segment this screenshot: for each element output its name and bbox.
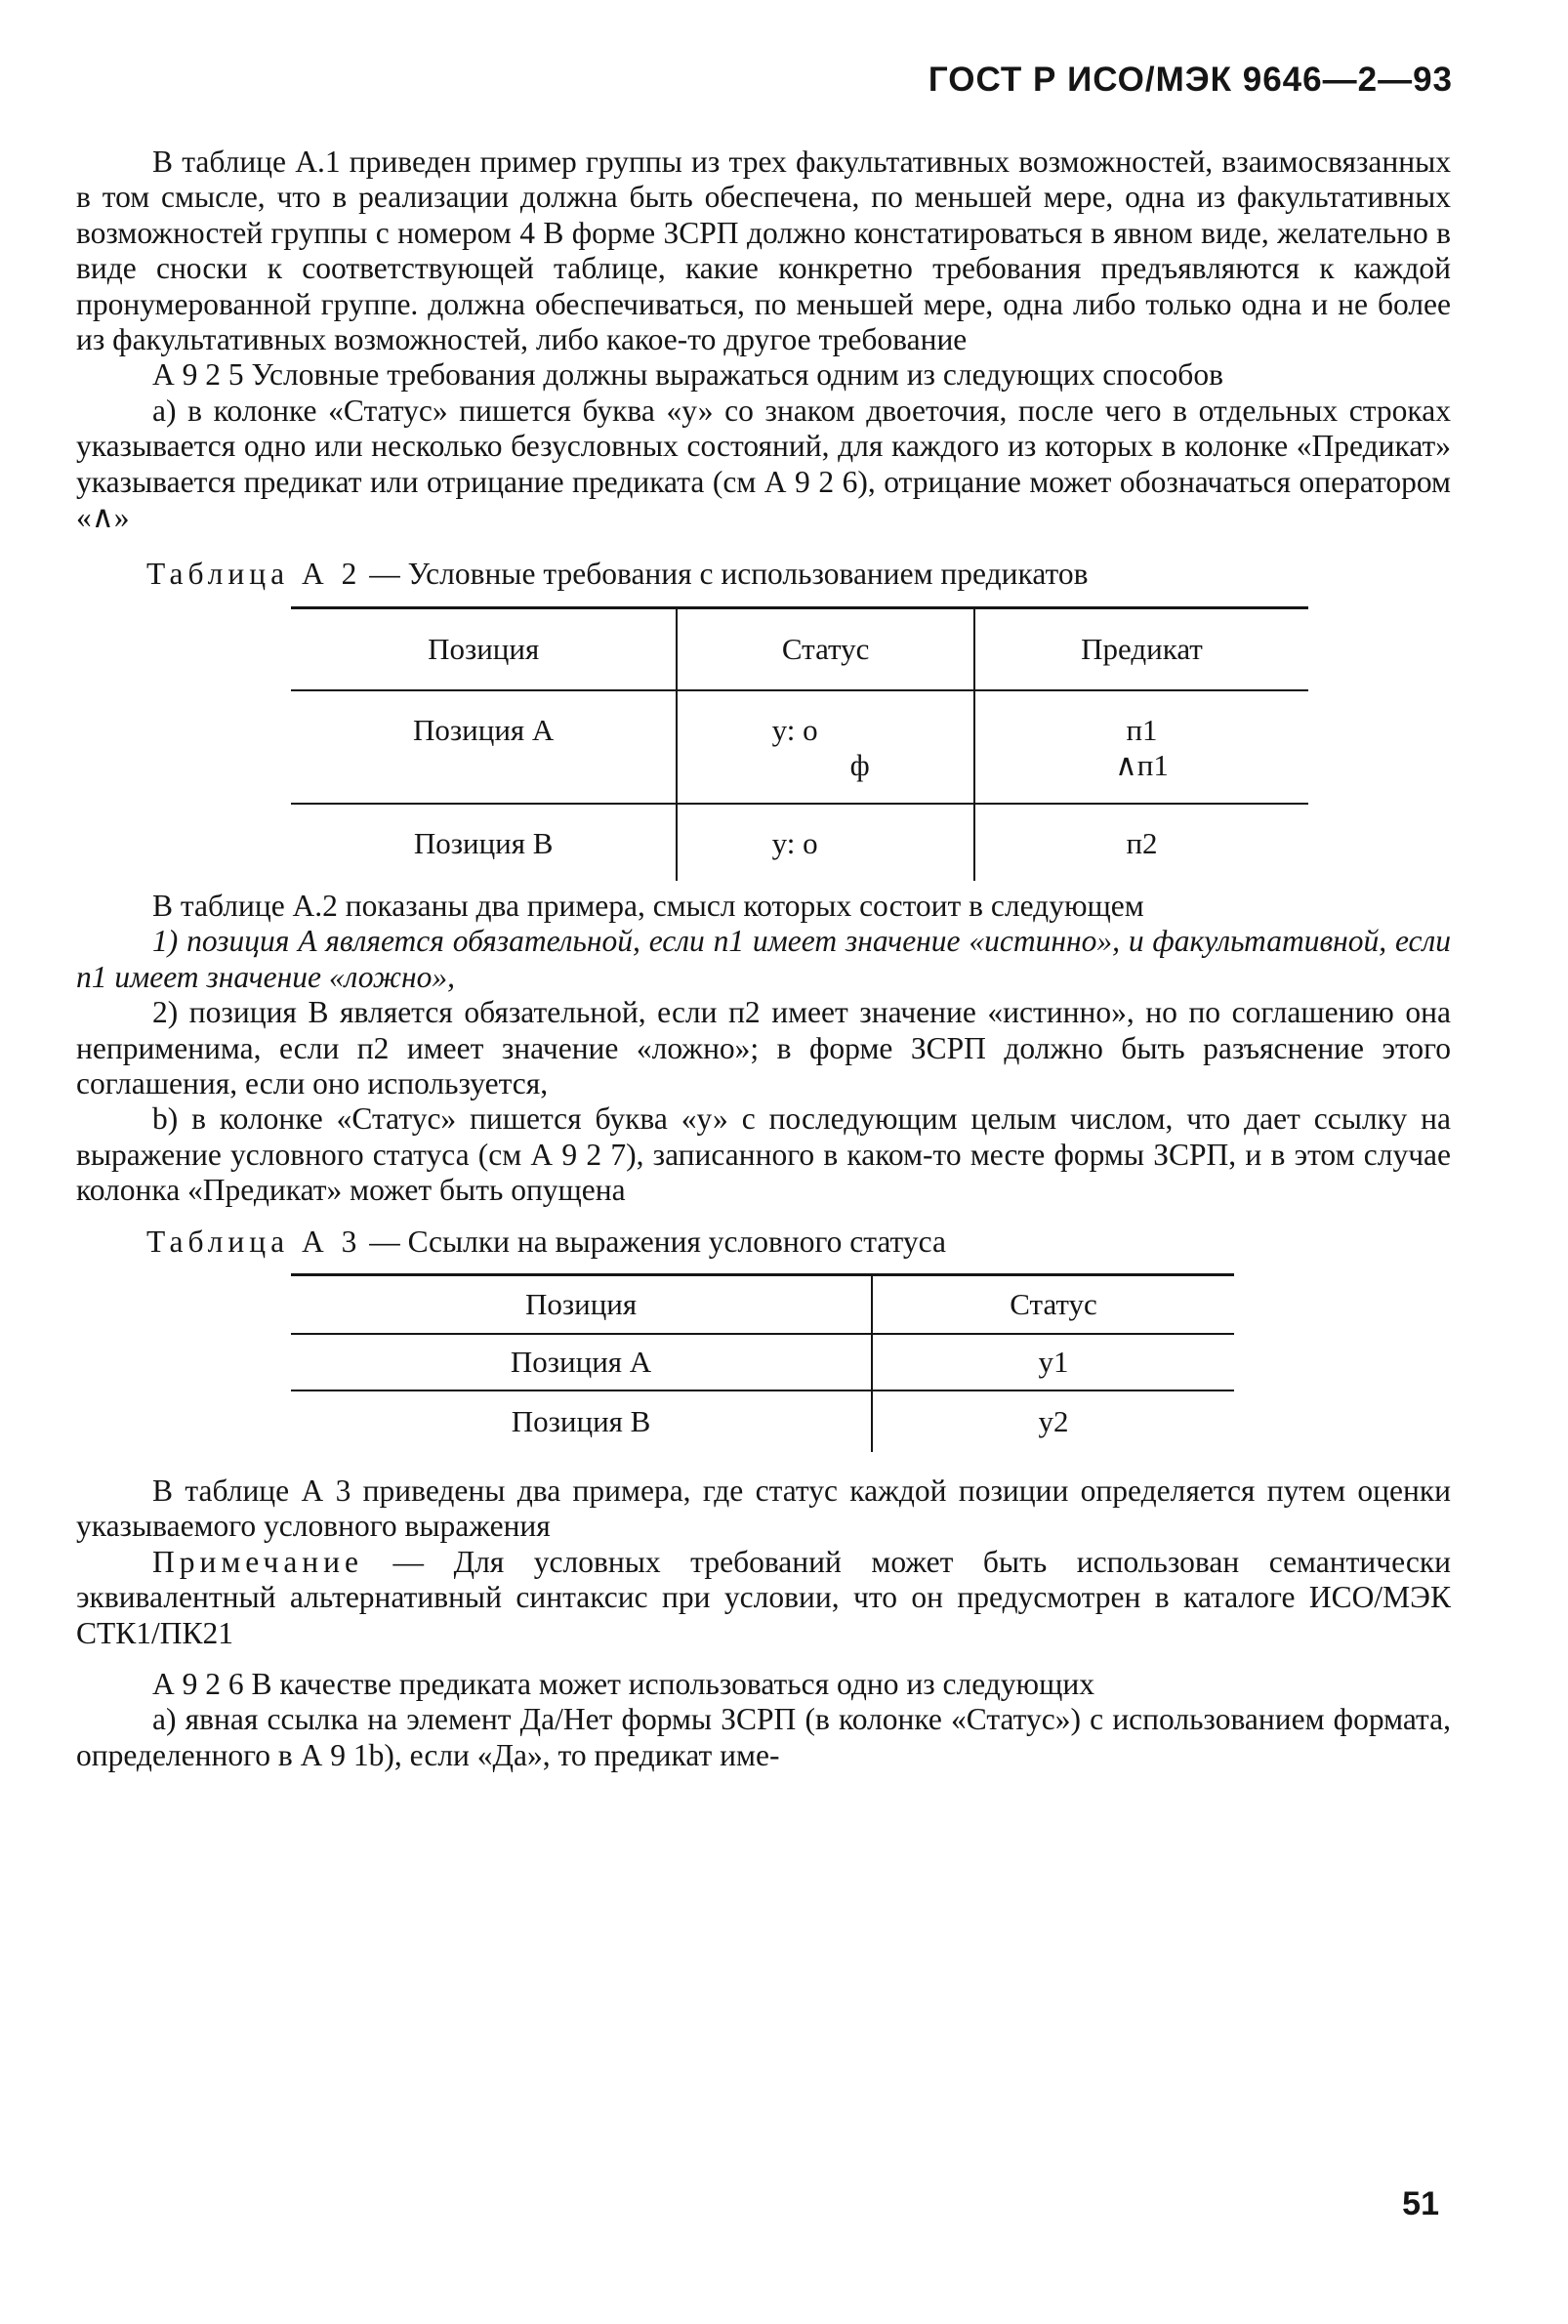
note (76, 1545, 1451, 1651)
table-a3 (291, 1273, 1234, 1452)
body-text (76, 145, 1451, 1773)
status-line: ф (849, 748, 870, 783)
column-header-predicate: Предикат (974, 607, 1308, 690)
table-row (291, 1390, 1234, 1452)
cell-position: Позиция В (413, 825, 554, 860)
cell-position: Позиция А (291, 1334, 872, 1390)
table-a2-caption-text: — Условные требования с использованием предикатов (361, 557, 1089, 592)
cell-status: у2 (872, 1390, 1234, 1452)
document-header: ГОСТ Р ИСО/МЭК 9646—2—93 (928, 61, 1453, 99)
cell-status: у1 (872, 1334, 1234, 1390)
column-header-position: Позиция (291, 607, 677, 690)
paragraph: А 9 2 5 Условные требования должны выражаться одним из следующих способов (152, 357, 1223, 393)
cell-predicate: п2 (1126, 825, 1158, 860)
paragraph: 2) позиция В является обязательной, если п2 имеет значение «истинно», но по соглашению она неприменима, если п2 имеет значение «ложно»; в форме ЗСРП должно быть разъяснение этого соглашения, если оно используется, (76, 995, 1451, 1100)
note-text: — Для условных требований может быть использован семантически эквивалентный альтернативный синтаксис при условии, что он предусмотрен в каталоге ИСО/МЭК СТК1/ПК21 (76, 1544, 1451, 1650)
table-a3-caption-text: — Ссылки на выражения условного статуса (361, 1224, 946, 1259)
cell-status (677, 804, 974, 881)
predicate-line: ∧п1 (1115, 748, 1169, 783)
paragraph: А 9 2 6 В качестве предиката может использоваться одно из следующих (152, 1666, 1094, 1701)
paragraph: а) явная ссылка на элемент Да/Нет формы ЗСРП (в колонке «Статус») с использованием формата, определенного в А 9 1b), если «Да», то предикат име- (76, 1702, 1451, 1772)
table-header-row (291, 607, 1308, 690)
column-header-position: Позиция (291, 1274, 872, 1334)
note-label: Примечание (152, 1544, 364, 1579)
table-header-row (291, 1274, 1234, 1334)
table-row (291, 804, 1308, 881)
cell-position: Позиция В (511, 1403, 651, 1438)
table-a3-caption (146, 1224, 1451, 1260)
cell-status (677, 690, 974, 804)
table-a2 (291, 606, 1308, 881)
status-line: у: о (771, 712, 818, 747)
paragraph: В таблице А.2 показаны два примера, смысл которых состоит в следующем (152, 888, 1144, 923)
status-line: у: о (771, 825, 818, 860)
page-number: 51 (1402, 2185, 1439, 2222)
column-header-status: Статус (677, 607, 974, 690)
cell-predicate (974, 690, 1308, 804)
paragraph: а) в колонке «Статус» пишется буква «у» со знаком двоеточия, после чего в отдельных строках указывается одно или несколько безусловных состояний, для каждого из которых в колонке «Предикат» указывается предикат или отрицание предиката (см А 9 2 6), отрицание может обозначаться оператором «∧» (76, 393, 1451, 535)
paragraph: b) в колонке «Статус» пишется буква «у» с последующим целым числом, что дает ссылку на выражение условного статуса (см А 9 2 7), записанного в каком-то месте формы ЗСРП, и в этом случае колонка «Предикат» может быть опущена (76, 1101, 1451, 1208)
paragraph: В таблице А.1 приведен пример группы из трех факультативных возможностей, взаимосвязанных в том смысле, что в реализации должна быть обеспечена, по меньшей мере, одна из факультативных возможностей группы с номером 4 В форме ЗСРП должно констатироваться в явном виде, желательно в виде сноски к соответствующей таблице, какие конкретно требования предъявляются к каждой пронумерованной группе. должна обеспечиваться, по меньшей мере, одна либо только одна и не более из факультативных возможностей, либо какое-то другое требование (76, 145, 1451, 357)
table-row (291, 690, 1308, 804)
table-a2-caption (146, 557, 1451, 592)
paragraph: 1) позиция А является обязательной, если п1 имеет значение «истинно», и факультативной, если п1 имеет значение «ложно», (76, 924, 1451, 994)
predicate-line: п1 (1126, 712, 1158, 747)
table-a3-caption-prefix: Таблица А 3 (146, 1224, 362, 1259)
paragraph: В таблице А 3 приведены два примера, где статус каждой позиции определяется путем оценки указываемого условного выражения (76, 1473, 1451, 1544)
table-a2-caption-prefix: Таблица А 2 (146, 557, 362, 592)
cell-position: Позиция А (291, 690, 677, 804)
table-row (291, 1334, 1234, 1390)
column-header-status: Статус (872, 1274, 1234, 1334)
